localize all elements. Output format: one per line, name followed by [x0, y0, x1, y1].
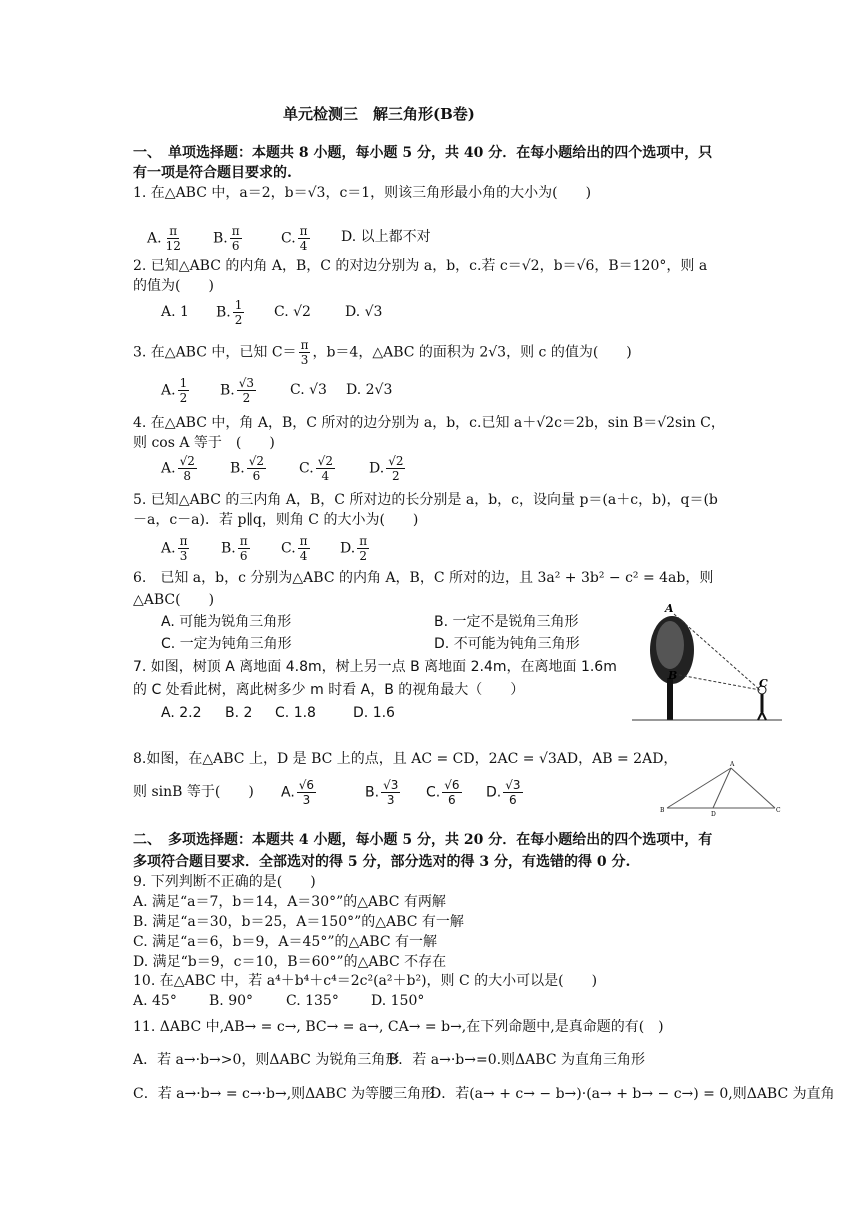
q4-stem-cont: 则 cos A 等于 ( )	[133, 435, 275, 451]
tree-trunk	[667, 678, 673, 720]
q2-stem: 2. 已知△ABC 的内角 A，B，C 的对边分别为 a，b，c.若 c＝√2，b＝√6，B＝120°，则 a	[133, 258, 708, 274]
q7-option-a: A. 2.2	[161, 705, 202, 721]
q5-stem-cont: －a，c－a)．若 p∥q，则角 C 的大小为( )	[133, 512, 419, 528]
q8-option-d: D. $\frac{√3}{6}$	[486, 778, 521, 807]
q10-option-a: A. 45°	[133, 993, 177, 1009]
q5-option-b: B. $\frac{\pi}{6}$	[221, 534, 248, 563]
q4-stem: 4. 在△ABC 中，角 A，B，C 所对的边分别为 a，b，c.已知 a＋√2c＝2b，sin B＝√2sin C，	[133, 415, 725, 431]
q7-option-b: B. 2	[225, 705, 253, 721]
q1-option-d: D. 以上都不对	[341, 229, 431, 245]
section1-heading-cont: 有一项是符合题目要求的.	[133, 165, 292, 181]
section1-heading: 一、 单项选择题：本题共 8 小题，每小题 5 分，共 40 分．在每小题给出的四个选项中，只	[133, 145, 713, 161]
observer-leg-left	[758, 712, 762, 720]
section2-heading-cont: 多项符合题目要求．全部选对的得 5 分，部分选对的得 3 分，有选错的得 0 分.	[133, 854, 631, 870]
q9-option-c: C. 满足“a＝6，b＝9，A＝45°”的△ABC 有一解	[133, 934, 438, 950]
q11-option-b: B．若 a→·b→=0.则ΔABC 为直角三角形	[388, 1052, 645, 1068]
q6-option-d: D. 不可能为钝角三角形	[434, 636, 580, 652]
q3-option-b: B. $\frac{√3}{2}$	[220, 376, 255, 405]
q4-option-b: B. $\frac{√2}{6}$	[230, 454, 265, 483]
q2-option-d: D. √3	[345, 304, 383, 320]
q9-option-a: A. 满足“a＝7，b＝14，A＝30°”的△ABC 有两解	[133, 894, 446, 910]
q8-option-c: C. $\frac{√6}{6}$	[426, 778, 460, 807]
tree-label-c: C	[759, 677, 768, 690]
page-title: 单元检测三 解三角形(B卷)	[283, 105, 475, 123]
q8-stem: 8.如图，在△ABC 上，D 是 BC 上的点，且 AC = CD，2AC = √3AD，AB = 2AD，	[133, 751, 678, 767]
q8-stem-cont: 则 sinB 等于( )	[133, 784, 254, 800]
triangle-label-b: B	[660, 807, 665, 814]
tree-label-a: A	[665, 602, 674, 615]
q1-option-a: A. $\frac{\pi}{12}$	[147, 224, 181, 253]
q3-option-c: C. √3	[290, 382, 327, 398]
q8-option-a: A. $\frac{√6}{3}$	[281, 778, 315, 807]
q2-option-a: A. 1	[161, 304, 189, 320]
q6-stem: 6. 已知 a，b，c 分别为△ABC 的内角 A，B，C 所对的边，且 3a² + 3b² − c² = 4ab，则	[133, 570, 714, 586]
sight-line-b	[674, 674, 760, 690]
q3-option-a: A. $\frac{1}{2}$	[161, 376, 188, 405]
tree-crown-highlight	[656, 621, 684, 669]
section2-heading: 二、 多项选择题：本题共 4 小题，每小题 5 分，共 20 分．在每小题给出的四个选项中，有	[133, 832, 713, 848]
q6-option-b: B. 一定不是锐角三角形	[434, 614, 579, 630]
q9-stem: 9. 下列判断不正确的是( )	[133, 874, 316, 890]
q10-stem: 10. 在△ABC 中，若 a⁴＋b⁴＋c⁴＝2c²(a²＋b²)，则 C 的大小可以是( )	[133, 973, 598, 989]
q5-option-a: A. $\frac{\pi}{3}$	[161, 534, 188, 563]
triangle-label-c: C	[776, 807, 781, 814]
triangle-label-d: D	[711, 811, 716, 818]
q6-option-c: C. 一定为钝角三角形	[161, 636, 292, 652]
q4-option-a: A. $\frac{√2}{8}$	[161, 454, 195, 483]
side-ab	[667, 768, 731, 808]
q5-option-c: C. $\frac{\pi}{4}$	[281, 534, 308, 563]
tree-label-b: B	[668, 669, 678, 682]
triangle-label-a: A	[730, 761, 735, 768]
triangle-figure	[655, 760, 785, 820]
q10-option-d: D. 150°	[371, 993, 425, 1009]
q1-option-c: C. $\frac{\pi}{4}$	[281, 224, 308, 253]
q6-option-a: A. 可能为锐角三角形	[161, 614, 292, 630]
q5-option-d: D. $\frac{\pi}{2}$	[340, 534, 368, 563]
q9-option-d: D. 满足“b＝9，c＝10，B＝60°”的△ABC 不存在	[133, 954, 447, 970]
q7-stem-cont: 的 C 处看此树，离此树多少 m 时看 A，B 的视角最大（ ）	[133, 682, 525, 698]
q4-option-c: C. $\frac{√2}{4}$	[299, 454, 333, 483]
q3-stem: 3. 在△ABC 中，已知 C＝ $\frac{\pi}{3}$ ，b＝4，△ABC 的面积为 2√3，则 c 的值为( )	[133, 338, 632, 367]
q3-option-d: D. 2√3	[346, 382, 393, 398]
q7-stem: 7. 如图，树顶 A 离地面 4.8m，树上另一点 B 离地面 2.4m，在离地面 1.6m	[133, 659, 617, 675]
q4-option-d: D. $\frac{√2}{2}$	[369, 454, 404, 483]
tree-figure	[632, 600, 782, 725]
q8-option-b: B. $\frac{√3}{3}$	[365, 778, 399, 807]
q10-option-c: C. 135°	[286, 993, 339, 1009]
q1-option-b: B. $\frac{\pi}{6}$	[213, 224, 240, 253]
side-ac	[731, 768, 775, 808]
q5-stem: 5. 已知△ABC 的三内角 A，B，C 所对边的长分别是 a，b，c，设向量 p＝(a＋c，b)，q＝(b	[133, 492, 718, 508]
q2-option-c: C. √2	[274, 304, 311, 320]
q11-option-d: D．若(a→ + c→ − b→)·(a→ + b→ − c→) = 0,则ΔABC 为直角	[430, 1086, 835, 1102]
q11-stem: 11. ΔABC 中,AB→ = c→, BC→ = a→, CA→ = b→,在下列命题中,是真命题的有( )	[133, 1019, 664, 1035]
observer-leg-right	[762, 712, 766, 720]
q2-stem-cont: 的值为( )	[133, 278, 214, 294]
q10-option-b: B. 90°	[209, 993, 254, 1009]
q11-option-a: A．若 a→·b→>0，则ΔABC 为锐角三角形	[133, 1052, 400, 1068]
q9-option-b: B. 满足“a＝30，b＝25，A＝150°”的△ABC 有一解	[133, 914, 464, 930]
q7-option-d: D. 1.6	[353, 705, 395, 721]
q7-option-c: C. 1.8	[275, 705, 316, 721]
q2-option-b: B. $\frac{1}{2}$	[216, 298, 243, 327]
q11-option-c: C．若 a→·b→ = c→·b→,则ΔABC 为等腰三角形	[133, 1086, 436, 1102]
q6-stem-cont: △ABC( )	[133, 592, 215, 608]
q1-stem: 1. 在△ABC 中，a＝2，b＝√3，c＝1，则该三角形最小角的大小为( )	[133, 185, 592, 201]
